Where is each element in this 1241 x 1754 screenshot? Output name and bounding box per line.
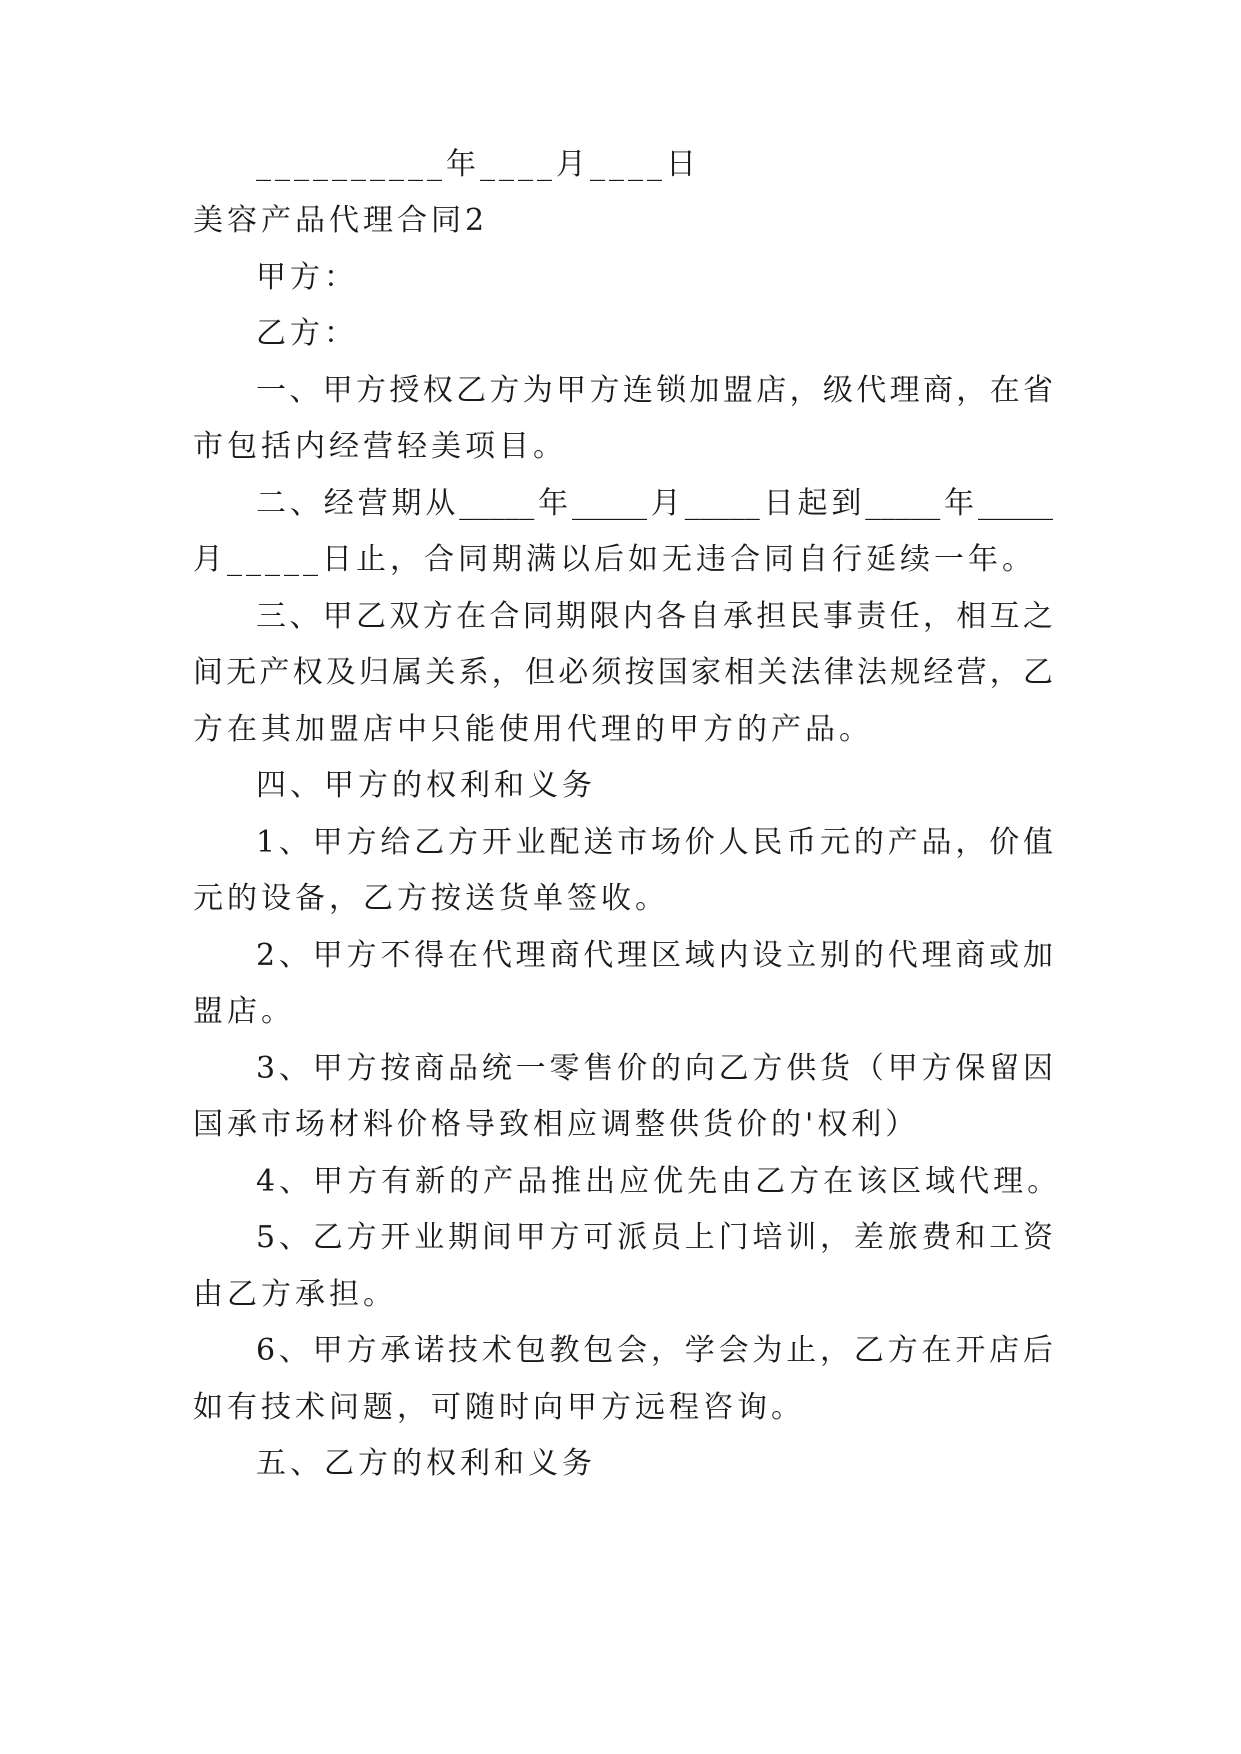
- party-a-line: 甲方：: [256, 260, 358, 295]
- clause-3-line-3: 方在其加盟店中只能使用代理的甲方的产品。: [193, 712, 873, 747]
- section-4-heading: 四、甲方的权利和义务: [256, 768, 596, 803]
- clause-3-line-2: 间无产权及归属关系，但必须按国家相关法律法规经营，乙: [193, 655, 1053, 690]
- item-5-line-1: 5、乙方开业期间甲方可派员上门培训，差旅费和工资: [256, 1220, 1053, 1255]
- document-title: 美容产品代理合同2: [193, 203, 489, 238]
- party-b-line: 乙方：: [256, 316, 358, 351]
- clause-1-line-2: 市包括内经营轻美项目。: [193, 429, 567, 464]
- item-3-line-1: 3、甲方按商品统一零售价的向乙方供货（甲方保留因: [256, 1051, 1053, 1086]
- item-2-line-2: 盟店。: [193, 994, 295, 1029]
- item-6-line-1: 6、甲方承诺技术包教包会，学会为止，乙方在开店后: [256, 1333, 1053, 1368]
- clause-1-line-1: 一、甲方授权乙方为甲方连锁加盟店，级代理商，在省: [256, 373, 1053, 408]
- item-6-line-2: 如有技术问题，可随时向甲方远程咨询。: [193, 1390, 805, 1425]
- clause-2-line-1: 二、经营期从_____年_____月_____日起到_____年_____: [256, 486, 1053, 521]
- item-1-line-2: 元的设备，乙方按送货单签收。: [193, 881, 669, 916]
- date-line: __________年____月____日: [256, 147, 700, 182]
- item-2-line-1: 2、甲方不得在代理商代理区域内设立别的代理商或加: [256, 938, 1053, 973]
- item-3-line-2: 国承市场材料价格导致相应调整供货价的'权利）: [193, 1107, 920, 1142]
- clause-2-line-2: 月_____日止，合同期满以后如无违合同自行延续一年。: [193, 542, 1036, 577]
- section-5-heading: 五、乙方的权利和义务: [256, 1446, 596, 1481]
- item-4-line: 4、甲方有新的产品推出应优先由乙方在该区域代理。: [256, 1164, 1062, 1199]
- item-5-line-2: 由乙方承担。: [193, 1277, 397, 1312]
- clause-3-line-1: 三、甲乙双方在合同期限内各自承担民事责任，相互之: [256, 599, 1053, 634]
- item-1-line-1: 1、甲方给乙方开业配送市场价人民币元的产品，价值: [256, 825, 1053, 860]
